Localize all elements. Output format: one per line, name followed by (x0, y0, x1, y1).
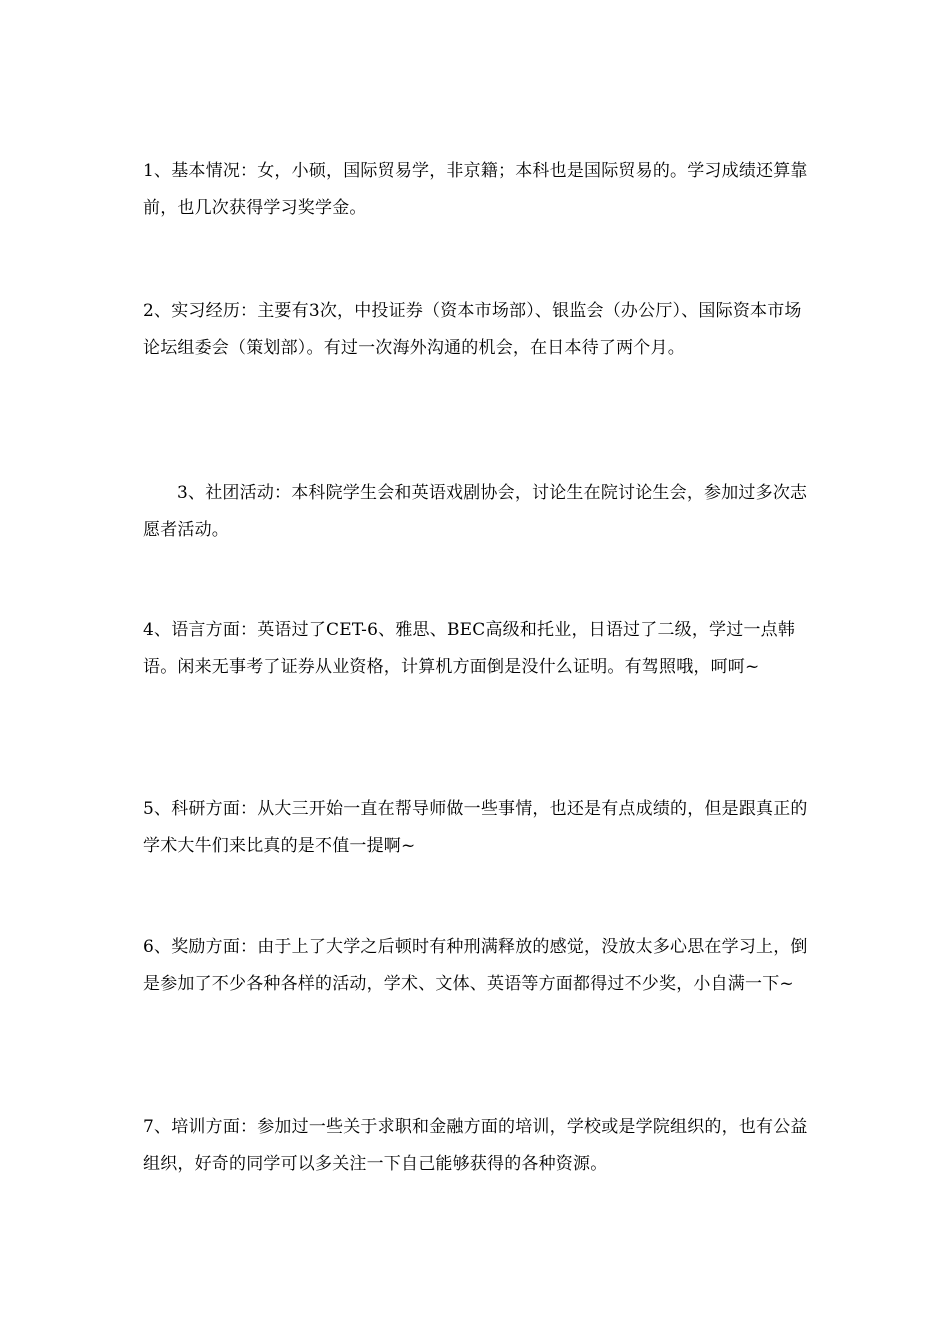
paragraph-internship: 2、实习经历：主要有3次，中投证券（资本市场部）、银监会（办公厅）、国际资本市场论坛组委会（策划部）。有过一次海外沟通的机会，在日本待了两个月。 (143, 301, 802, 358)
paragraph-training: 7、培训方面：参加过一些关于求职和金融方面的培训，学校或是学院组织的，也有公益组织，好奇的同学可以多关注一下自己能够获得的各种资源。 (143, 1117, 808, 1174)
paragraph-club-activities: 3、社团活动：本科院学生会和英语戏剧协会，讨论生在院讨论生会，参加过多次志愿者活动。 (143, 483, 808, 540)
paragraph-basic-info: 1、基本情况：女，小硕，国际贸易学，非京籍；本科也是国际贸易的。学习成绩还算靠前，也几次获得学习奖学金。 (143, 161, 808, 218)
paragraph-research: 5、科研方面：从大三开始一直在帮导师做一些事情，也还是有点成绩的，但是跟真正的学术大牛们来比真的是不值一提啊~ (143, 799, 808, 856)
paragraph-awards: 6、奖励方面：由于上了大学之后顿时有种刑满释放的感觉，没放太多心思在学习上，倒是参加了不少各种各样的活动，学术、文体、英语等方面都得过不少奖，小自满一下~ (143, 937, 808, 994)
paragraph-language-skills: 4、语言方面：英语过了CET-6、雅思、BEC高级和托业，日语过了二级，学过一点韩语。闲来无事考了证券从业资格，计算机方面倒是没什么证明。有驾照哦，呵呵~ (143, 620, 796, 677)
